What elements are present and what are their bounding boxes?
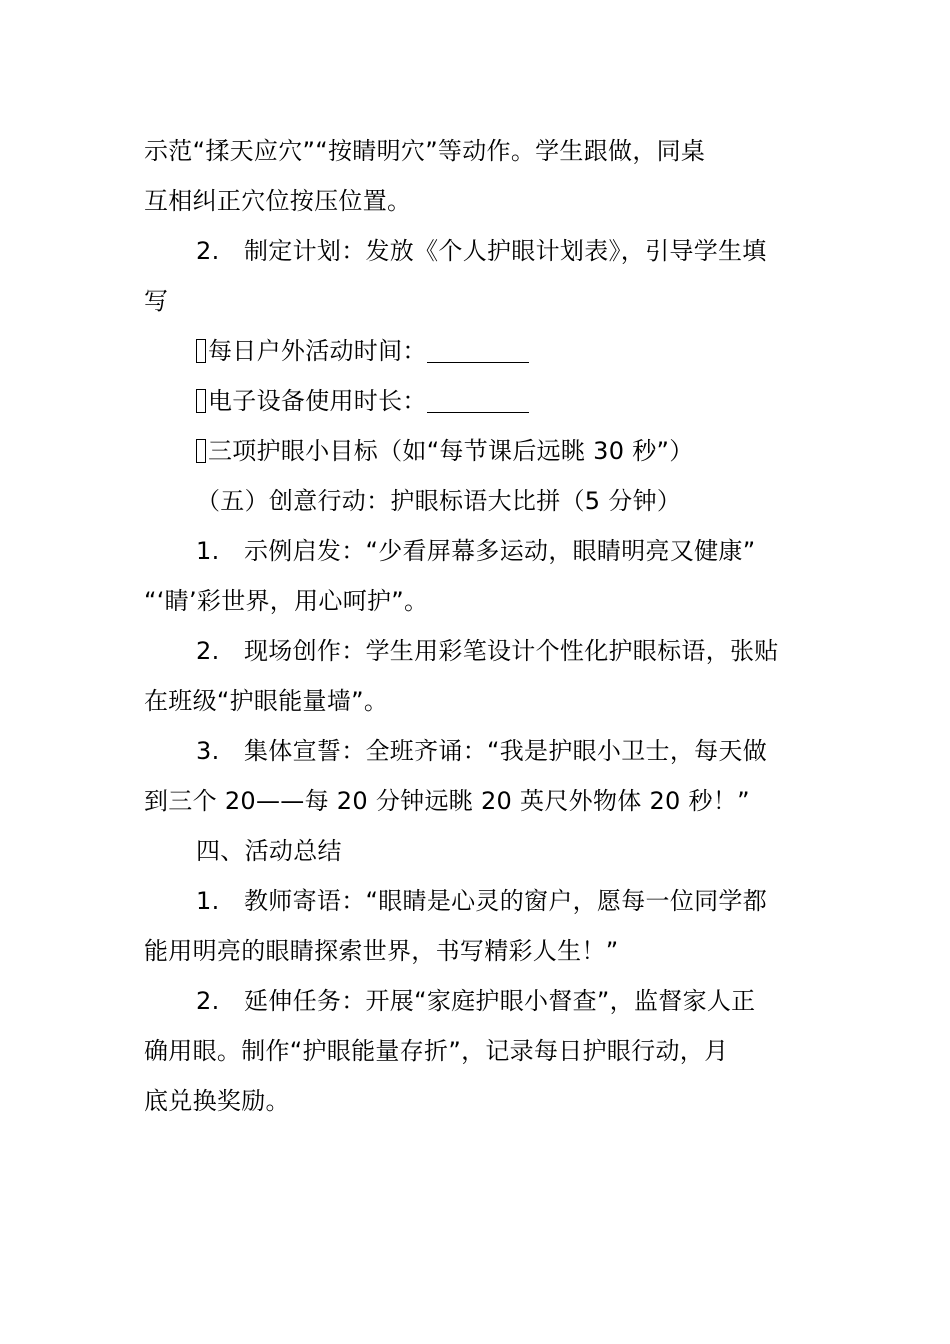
text-line: 互相纠正穴位按压位置。: [144, 187, 412, 215]
document-body: [144, 126, 808, 1126]
list-number: 2.: [196, 987, 220, 1015]
list-item: 3. 集体宣誓：全班齐诵：“我是护眼小卫士，每天做: [144, 726, 808, 776]
checkbox-placeholder-icon: [196, 339, 206, 363]
text-line: “‘睛’彩世界，用心呵护”。: [144, 587, 429, 615]
list-number: 1.: [196, 887, 220, 915]
list-item: 2. 制定计划：发放《个人护眼计划表》，引导学生填: [144, 226, 808, 276]
text-line: 在班级“护眼能量墙”。: [144, 687, 389, 715]
list-item: 2. 延伸任务：开展“家庭护眼小督查”，监督家人正: [144, 976, 808, 1026]
fill-in-blank: [427, 382, 529, 413]
section-heading: 四、活动总结: [196, 837, 342, 865]
section-heading: （五）创意行动：护眼标语大比拼（5 分钟）: [196, 487, 682, 515]
plan-item: 电子设备使用时长：: [144, 376, 808, 426]
list-item: 1. 教师寄语：“眼睛是心灵的窗户，愿每一位同学都: [144, 876, 808, 926]
text-line: 能用明亮的眼睛探索世界，书写精彩人生！”: [144, 937, 619, 965]
text-line: 写: [144, 287, 169, 315]
text-line: 底兑换奖励。: [144, 1087, 290, 1115]
text-line: 示范“揉天应穴”“按睛明穴”等动作。学生跟做，同桌: [144, 137, 706, 165]
checkbox-placeholder-icon: [196, 439, 206, 463]
fill-in-blank: [427, 332, 529, 363]
plan-item: 每日户外活动时间：: [144, 326, 808, 376]
list-number: 1.: [196, 537, 220, 565]
list-item: 1. 示例启发：“少看屏幕多运动，眼睛明亮又健康”: [144, 526, 808, 576]
list-number: 2.: [196, 637, 220, 665]
list-number: 2.: [196, 237, 220, 265]
list-number: 3.: [196, 737, 220, 765]
text-line: 到三个 20——每 20 分钟远眺 20 英尺外物体 20 秒！”: [144, 787, 750, 815]
list-item: 2. 现场创作：学生用彩笔设计个性化护眼标语，张贴: [144, 626, 808, 676]
plan-item: 三项护眼小目标（如“每节课后远眺 30 秒”）: [144, 426, 808, 476]
checkbox-placeholder-icon: [196, 389, 206, 413]
text-line: 确用眼。制作“护眼能量存折”，记录每日护眼行动，月: [144, 1037, 729, 1065]
